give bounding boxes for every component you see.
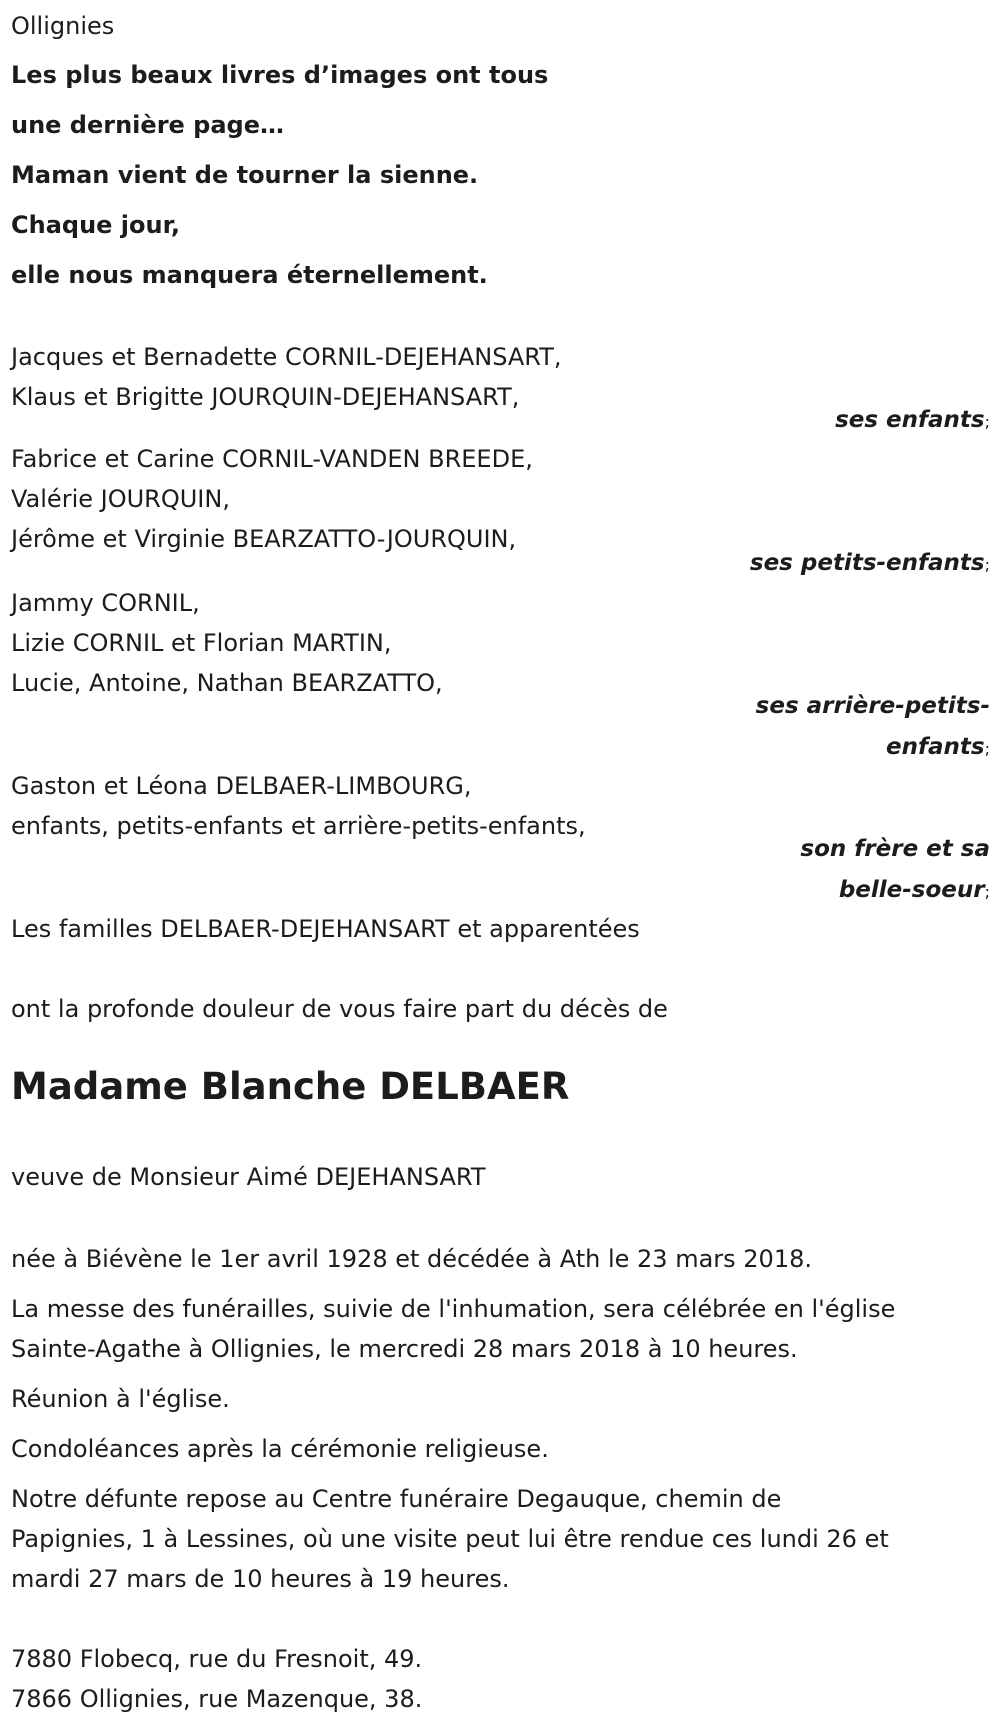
condolences-line: Condoléances après la cérémonie religieuse. (11, 1435, 549, 1463)
families-line: Les familles DELBAER-DEJEHANSART et apparentées (11, 915, 640, 943)
birth-death-line: née à Biévène le 1er avril 1928 et décédée à Ath le 23 mars 2018. (11, 1245, 812, 1273)
family-name: Fabrice et Carine CORNIL-VANDEN BREEDE, (11, 445, 533, 473)
family-name: Gaston et Léona DELBAER-LIMBOURG, (11, 772, 472, 800)
poem-line: Chaque jour, (11, 211, 181, 239)
poem-line: une dernière page… (11, 111, 284, 139)
relation-label-siblings: son frère et sa belle-soeur; (800, 836, 990, 903)
visitation-line: Notre défunte repose au Centre funéraire Degauque, chemin de (11, 1485, 782, 1513)
family-name: Valérie JOURQUIN, (11, 485, 230, 513)
family-name: Lucie, Antoine, Nathan BEARZATTO, (11, 669, 443, 697)
family-name: Jammy CORNIL, (11, 589, 200, 617)
meeting-line: Réunion à l'église. (11, 1385, 230, 1413)
relation-label-grandchildren: ses petits-enfants; (749, 550, 990, 576)
family-name: enfants, petits-enfants et arrière-petits-enfants, (11, 812, 586, 840)
announcement-line: ont la profonde douleur de vous faire part du décès de (11, 995, 668, 1023)
address-line: 7880 Flobecq, rue du Fresnoit, 49. (11, 1645, 423, 1673)
family-name: Jérôme et Virginie BEARZATTO-JOURQUIN, (11, 525, 517, 553)
family-name: Klaus et Brigitte JOURQUIN-DEJEHANSART, (11, 383, 520, 411)
family-name: Jacques et Bernadette CORNIL-DEJEHANSART, (11, 343, 562, 371)
place-heading: Ollignies (11, 12, 115, 40)
visitation-line: Papignies, 1 à Lessines, où une visite peut lui être rendue ces lundi 26 et (11, 1525, 889, 1553)
deceased-name: Madame Blanche DELBAER (11, 1065, 570, 1108)
visitation-line: mardi 27 mars de 10 heures à 19 heures. (11, 1565, 510, 1593)
funeral-line: Sainte-Agathe à Ollignies, le mercredi 28 mars 2018 à 10 heures. (11, 1335, 798, 1363)
spouse-line: veuve de Monsieur Aimé DEJEHANSART (11, 1163, 486, 1191)
family-name: Lizie CORNIL et Florian MARTIN, (11, 629, 392, 657)
relation-label-great-grandchildren: ses arrière-petits- enfants; (755, 693, 990, 760)
relation-label-children: ses enfants; (835, 407, 990, 433)
poem-line: elle nous manquera éternellement. (11, 261, 488, 289)
funeral-line: La messe des funérailles, suivie de l'inhumation, sera célébrée en l'église (11, 1295, 896, 1323)
address-line: 7866 Ollignies, rue Mazenque, 38. (11, 1685, 423, 1713)
poem-line: Les plus beaux livres d’images ont tous (11, 61, 549, 89)
poem-line: Maman vient de tourner la sienne. (11, 161, 479, 189)
